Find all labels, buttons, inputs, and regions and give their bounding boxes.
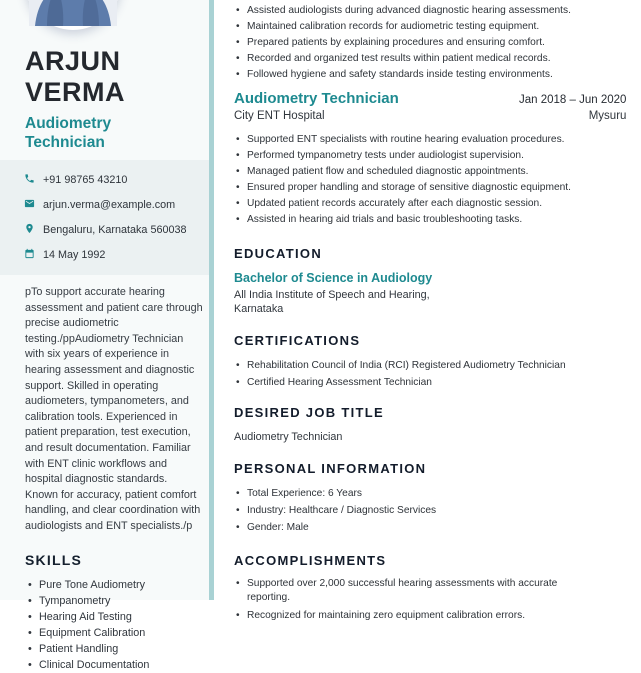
- phone-icon: [24, 173, 35, 187]
- contact-phone: [24, 173, 203, 187]
- job-dates: Jan 2018 – Jun 2020: [518, 94, 627, 106]
- candidate-name: ARJUN VERMA: [25, 46, 126, 107]
- contact-card: [0, 160, 209, 275]
- email-icon: [24, 198, 35, 212]
- contact-email: [24, 198, 203, 212]
- experience-bullet: • Managed patient flow and scheduled diagnostic appointments.: [234, 164, 626, 180]
- experience-bullet: • Prepared patients by explaining procedures and ensuring comfort.: [234, 35, 626, 51]
- education-institution: All India Institute of Speech and Hearing, Karnataka: [234, 289, 430, 315]
- profile-photo: [29, 0, 117, 26]
- calendar-icon: [24, 248, 35, 262]
- contact-location: [24, 223, 203, 237]
- experience-bullet: • Recorded and organized test results within patient medical records.: [234, 51, 626, 67]
- candidate-title: Audiometry Technician: [25, 115, 112, 151]
- skill-item: • Clinical Documentation: [28, 657, 209, 673]
- email-value: arjun.verma@example.com: [43, 199, 176, 211]
- certification-item: • Certified Hearing Assessment Technician: [234, 374, 626, 391]
- experience-bullet: • Supported ENT specialists with routine hearing evaluation procedures.: [234, 132, 626, 148]
- job-location: Mysuru: [588, 110, 627, 122]
- job-bullets: [234, 132, 626, 228]
- certifications-heading: CERTIFICATIONS: [234, 333, 361, 348]
- contact-birthdate: [24, 248, 203, 262]
- desired-job-value: Audiometry Technician: [234, 431, 343, 443]
- job-title: Audiometry Technician: [234, 90, 399, 107]
- phone-value: +91 98765 43210: [43, 174, 128, 186]
- accomplishment-item: • Recognized for maintaining zero equipment calibration errors.: [234, 609, 586, 623]
- experience-bullet: • Performed tympanometry tests under audiologist supervision.: [234, 148, 626, 164]
- personal-info-list: [234, 485, 626, 536]
- summary-paragraph: pTo support accurate hearing assessment and patient care through precise audiometric testing./ppAudiometry Technician with six years of experience in hearing assessment and diagnostic support. Skilled in operating audiometers, tympanometers, and calibration tools. Experienced in patient preparation, test execution, and result documentation. Familiar with ENT clinic workflows and hospital diagnostic standards. Known for accuracy, patient comfort handling, and clear coordination with audiologists and ENT specialists./p: [25, 286, 203, 532]
- education-degree: Bachelor of Science in Audiology: [234, 271, 433, 285]
- accomplishments-heading: ACCOMPLISHMENTS: [234, 553, 387, 568]
- personal-info-item: • Industry: Healthcare / Diagnostic Services: [234, 502, 626, 519]
- desired-job-heading: DESIRED JOB TITLE: [234, 405, 384, 420]
- job-company: City ENT Hospital: [234, 110, 325, 122]
- experience-bullet: • Updated patient records accurately after each diagnostic session.: [234, 196, 626, 212]
- main-content: [214, 0, 641, 621]
- location-value: Bengaluru, Karnataka 560038: [43, 224, 187, 236]
- skill-item: • Equipment Calibration: [28, 625, 209, 641]
- experience-bullet: • Maintained calibration records for audiometric testing equipment.: [234, 19, 626, 35]
- certification-item: • Rehabilitation Council of India (RCI) Registered Audiometry Technician: [234, 357, 626, 374]
- job-header: [234, 89, 626, 124]
- personal-info-item: • Total Experience: 6 Years: [234, 485, 626, 502]
- experience-bullet: • Assisted audiologists during advanced diagnostic hearing assessments.: [234, 3, 626, 19]
- experience-bullet: • Ensured proper handling and storage of sensitive diagnostic equipment.: [234, 180, 626, 196]
- education-heading: EDUCATION: [234, 246, 323, 261]
- previous-role-bullets: [234, 0, 626, 83]
- sidebar: [0, 0, 209, 671]
- skill-item: • Hearing Aid Testing: [28, 609, 209, 625]
- experience-bullet: • Assisted in hearing aid trials and basic troubleshooting tasks.: [234, 212, 626, 228]
- personal-info-item: • Gender: Male: [234, 519, 626, 536]
- skills-heading: SKILLS: [25, 551, 82, 568]
- birthdate-value: 14 May 1992: [43, 249, 106, 261]
- location-icon: [24, 223, 35, 237]
- skill-item: • Tympanometry: [28, 593, 209, 609]
- experience-bullet: • Followed hygiene and safety standards inside testing environments.: [234, 67, 626, 83]
- skill-item: • Patient Handling: [28, 641, 209, 657]
- accomplishments-list: [234, 577, 626, 623]
- accomplishment-item: • Supported over 2,000 successful hearing assessments with accurate reporting.: [234, 577, 586, 605]
- personal-info-heading: PERSONAL INFORMATION: [234, 461, 427, 476]
- avatar: [25, 0, 121, 30]
- certifications-list: [234, 357, 626, 391]
- skill-item: • Pure Tone Audiometry: [28, 577, 209, 593]
- skills-list: [28, 577, 209, 673]
